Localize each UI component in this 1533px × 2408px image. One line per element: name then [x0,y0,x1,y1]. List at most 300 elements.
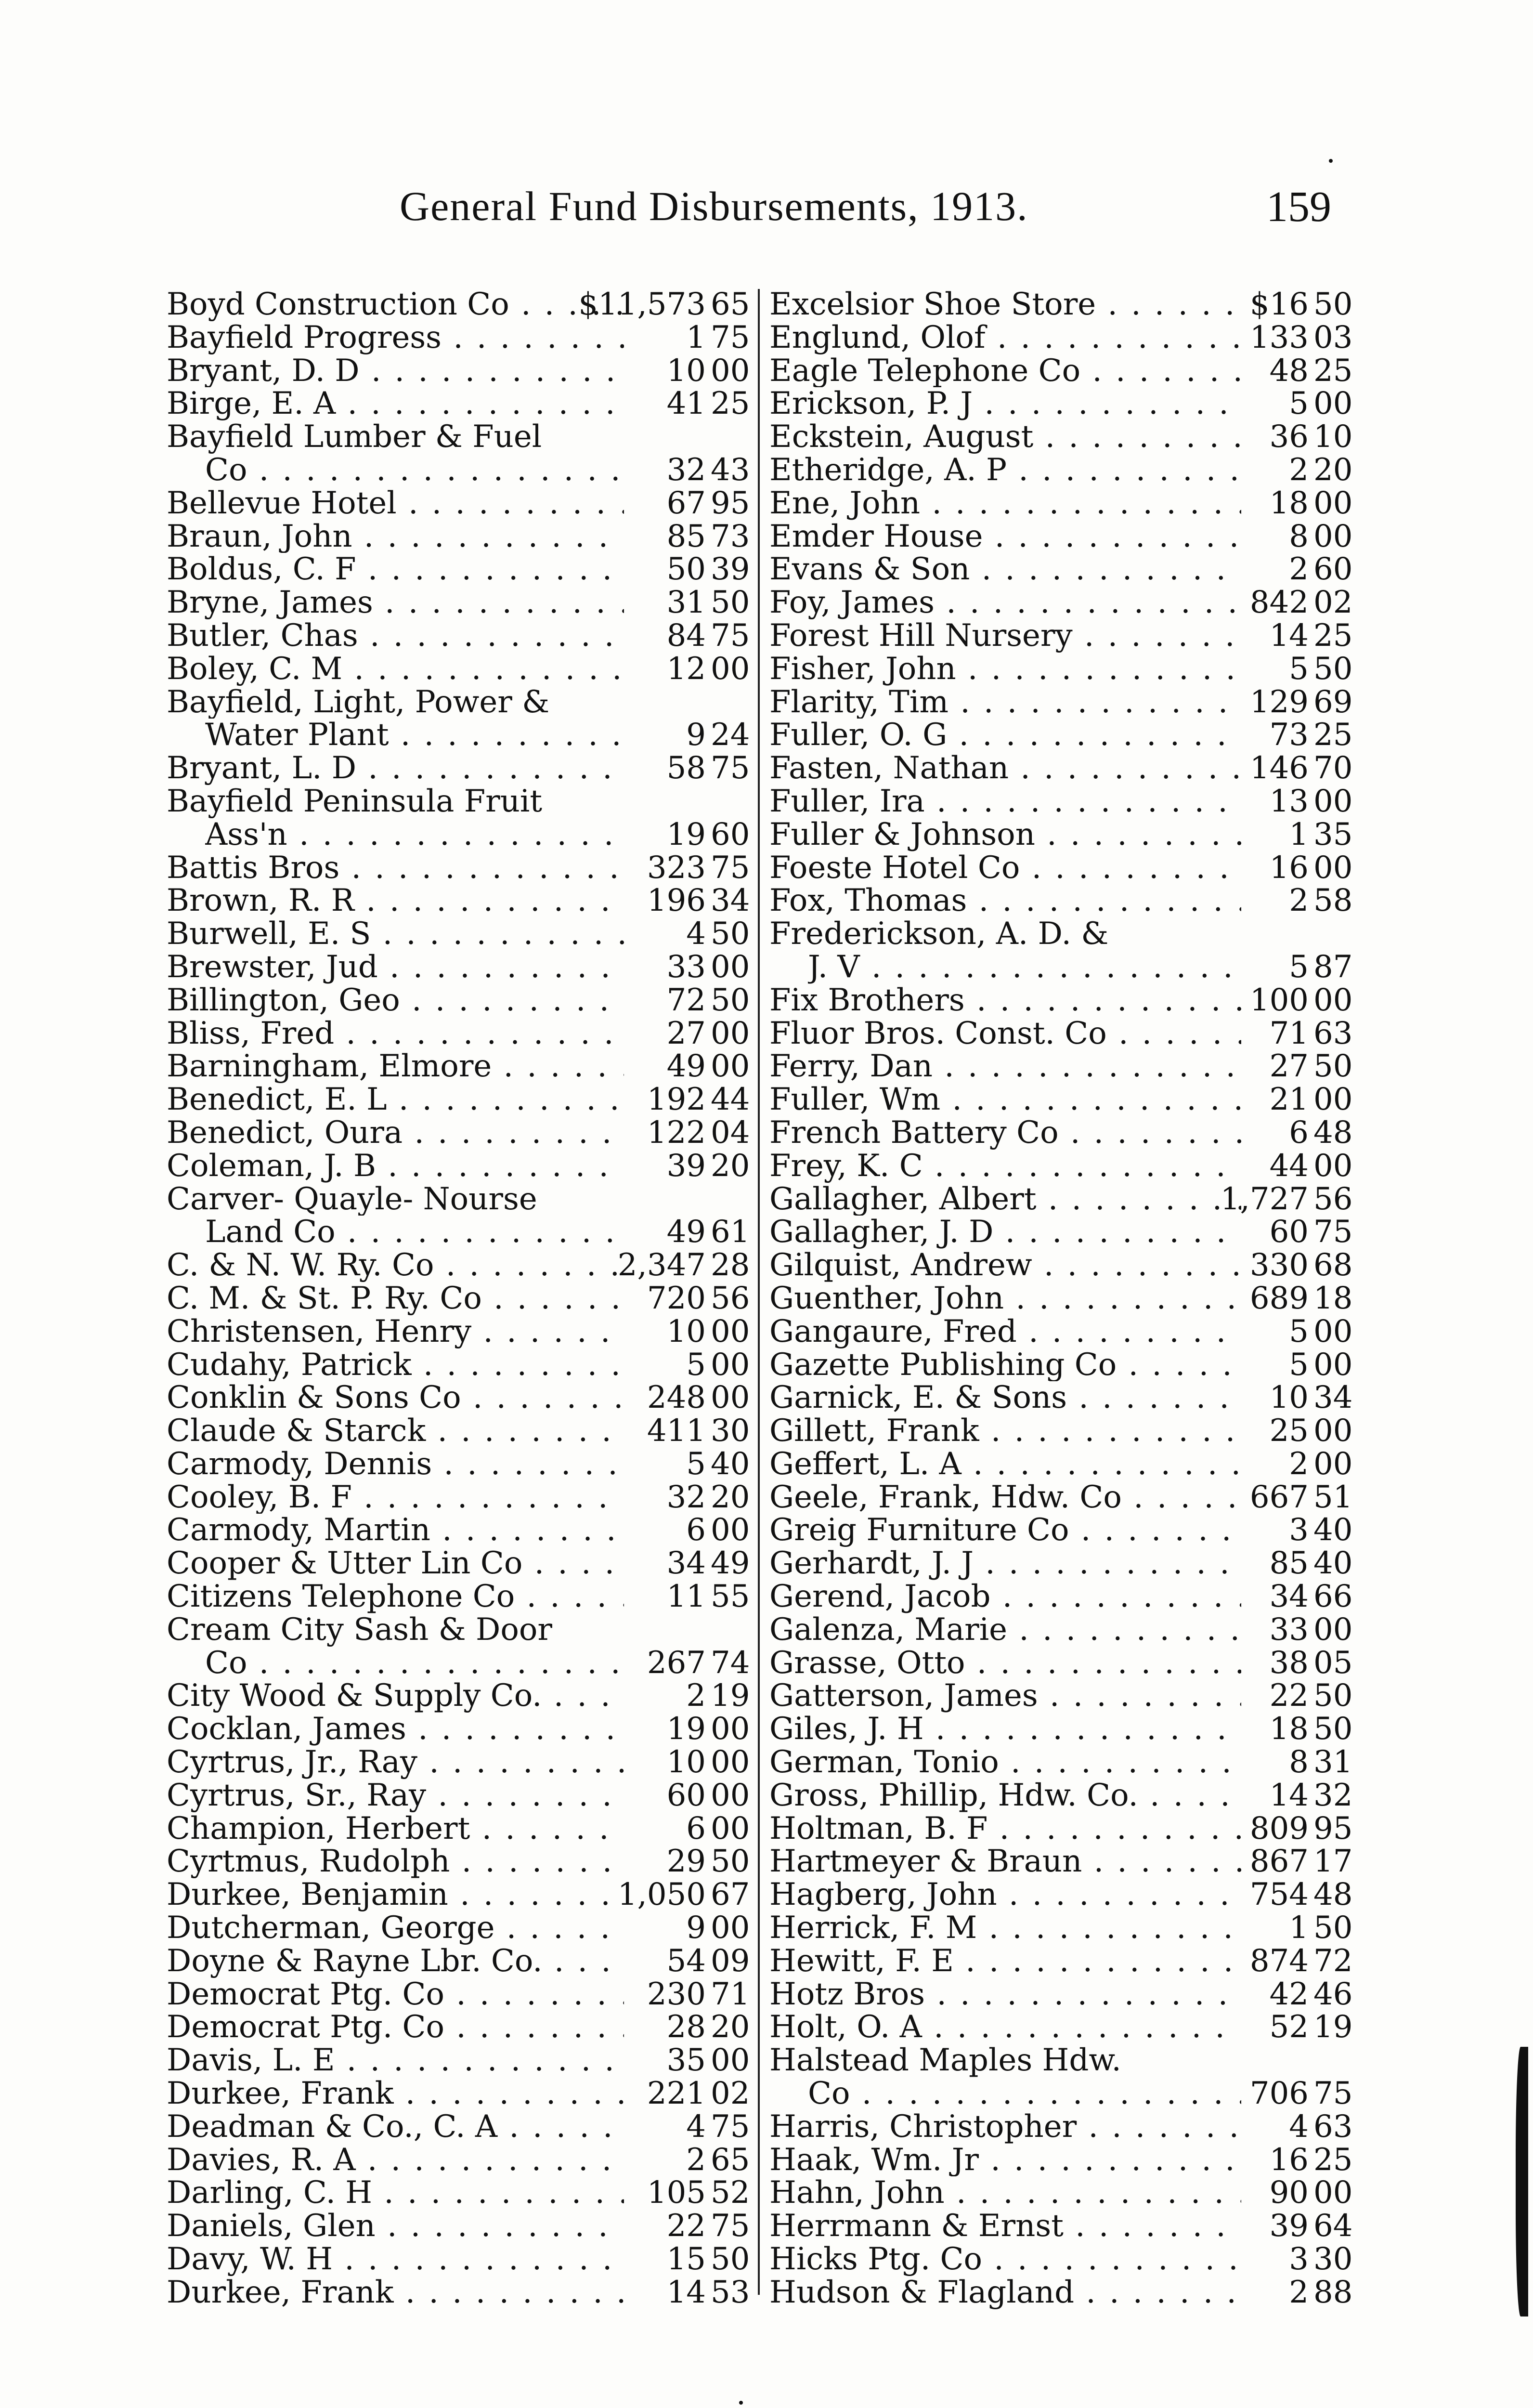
amount-dollars: 71 [1269,1015,1309,1051]
payee-name: Hewitt, F. E . . . [769,1945,1241,1978]
ledger-entry [769,1812,1366,1845]
amount-dollars: 2 [1289,2274,1309,2310]
amount-cents: 64 [1313,2208,1353,2244]
payee-name: Gallagher, Albert . . . [769,1183,1241,1216]
payee-name: Davies, R. A . . . [167,2144,624,2177]
amount-dollars: 3 [1289,2241,1309,2277]
amount-cents: 00 [1313,518,1353,554]
payee-name: Fix Brothers . . . [769,984,1241,1017]
amount-dollars: 842 [1249,585,1309,621]
ledger-entry [769,487,1366,520]
payee-name: Gazette Publishing Co . . . [769,1348,1241,1382]
ledger-entry [167,2210,749,2243]
amount-cents: 00 [711,2042,750,2079]
payee-name: Democrat Ptg. Co . . . [167,1978,624,2011]
amount-dollars: 6 [686,1810,706,1846]
payee-name: J. V . . . [808,951,1241,984]
ledger-entry [769,454,1366,487]
ledger-entry [167,387,749,420]
page-title: General Fund Disbursements, 1913. [400,183,1028,229]
ledger-entry [167,984,749,1017]
payee-name: Conklin & Sons Co . . . [167,1381,624,1414]
amount-dollars: 13 [1269,783,1309,819]
ledger-entry [769,917,1366,951]
payee-name: Bryant, D. D . . . [167,354,624,388]
ledger-entry [769,884,1366,917]
payee-name: Cyrtrus, Jr., Ray . . . [167,1746,624,1779]
amount-dollars: 720 [647,1280,706,1316]
amount-cents: 70 [1313,750,1353,786]
payee-name: Bayfield, Light, Power & [167,685,550,719]
amount-cents: 50 [1313,1711,1353,1747]
amount-cents: 56 [1313,1181,1353,1217]
ledger-entry [769,1945,1366,1978]
ledger-entry [769,984,1366,1017]
payee-name: Fuller, Wm . . . [769,1083,1241,1116]
payee-name: Gillett, Frank . . . [769,1414,1241,1448]
ledger-entry [769,1017,1366,1050]
payee-name: Daniels, Glen . . . [167,2210,624,2243]
amount-cents: 31 [1313,1744,1353,1780]
amount-cents: 20 [711,1479,750,1515]
amount-cents: 19 [1313,2009,1353,2045]
amount-dollars: 133 [1249,319,1309,355]
amount-dollars: 44 [1269,1148,1309,1184]
amount-cents: 44 [711,1082,750,1118]
ledger-entry [769,1547,1366,1580]
payee-name: Halstead Maples Hdw. [769,2044,1121,2078]
ledger-entry [167,1249,749,1282]
amount-dollars: 12 [666,651,706,687]
ledger-entry [769,785,1366,818]
ledger-entry [769,1050,1366,1083]
amount-cents: 03 [1313,319,1353,355]
payee-name: Holtman, B. F . . . [769,1812,1241,1845]
ledger-entry [167,851,749,885]
payee-name: Billington, Geo . . . [167,984,624,1017]
payee-name: Excelsior Shoe Store . . . [769,288,1241,321]
ledger-entry [167,1812,749,1845]
amount-dollars: 323 [647,850,706,886]
amount-dollars: 667 [1249,1479,1309,1515]
amount-cents: 30 [1313,2241,1353,2277]
ledger-entry [167,884,749,917]
amount-cents: 09 [711,1943,750,1979]
amount-cents: 05 [1313,1645,1353,1681]
amount-cents: 75 [1313,2076,1353,2112]
ledger-entry [769,1613,1366,1647]
amount-cents: 66 [1313,1579,1353,1615]
ledger-entry [769,2176,1366,2210]
amount-dollars: 73 [1269,717,1309,753]
amount-cents: 00 [711,651,750,687]
amount-dollars: 84 [666,617,706,654]
payee-name: Eckstein, August . . . [769,420,1241,454]
ledger-entry [769,1779,1366,1812]
payee-name: Herrick, F. M . . . [769,1911,1241,1945]
ledger-entry [769,354,1366,388]
ledger-entry [769,553,1366,586]
amount-cents: 58 [1313,883,1353,919]
left-disbursement-column [167,288,749,2309]
payee-name: Boyd Construction Co . . . [167,288,624,321]
payee-name: Emder House . . . [769,520,1241,553]
amount-dollars: 6 [1289,1114,1309,1151]
ledger-entry [167,1779,749,1812]
amount-dollars: 4 [686,2108,706,2145]
payee-name: Haak, Wm. Jr . . . [769,2144,1241,2177]
ledger-entry [769,2144,1366,2177]
ledger-entry [167,1978,749,2011]
amount-dollars: 221 [647,2076,706,2112]
amount-dollars: 34 [666,1545,706,1582]
amount-dollars: 16 [1269,850,1309,886]
column-divider [758,289,760,2295]
amount-dollars: 39 [1269,2208,1309,2244]
page-number: 159 [1266,183,1331,231]
amount-dollars: 105 [647,2175,706,2211]
payee-name: Carmody, Martin . . . [167,1514,624,1547]
amount-cents: 75 [1313,1214,1353,1250]
amount-dollars: 14 [1269,1777,1309,1813]
ledger-entry [167,1116,749,1150]
ledger-entry [769,653,1366,686]
amount-dollars: 8 [1289,518,1309,554]
ledger-entry [167,1315,749,1348]
payee-name: Frey, K. C . . . [769,1150,1241,1183]
ledger-entry [167,2044,749,2077]
ledger-entry [769,1911,1366,1945]
amount-dollars: 18 [1269,1711,1309,1747]
payee-name: Greig Furniture Co . . . [769,1514,1241,1547]
amount-cents: 00 [711,1744,750,1780]
amount-dollars: 36 [1269,419,1309,455]
amount-dollars: 411 [647,1413,706,1449]
ledger-entry [167,1381,749,1414]
ledger-entry [167,785,749,818]
amount-dollars: 10 [666,1744,706,1780]
amount-cents: 55 [711,1579,750,1615]
ledger-entry [769,686,1366,719]
right-disbursement-column [769,288,1366,2309]
amount-cents: 50 [1313,1048,1353,1085]
amount-dollars: 18 [1269,485,1309,521]
amount-dollars: 146 [1249,750,1309,786]
amount-dollars: 5 [686,1446,706,1482]
amount-cents: 25 [1313,2142,1353,2178]
payee-name: Benedict, E. L . . . [167,1083,624,1116]
ledger-entry [167,1945,749,1978]
amount-dollars: 867 [1249,1844,1309,1880]
payee-name: Braun, John . . . [167,520,624,553]
ledger-entry [167,1050,749,1083]
amount-cents: 53 [711,2274,750,2310]
payee-name: Fuller & Johnson . . . [769,818,1241,851]
ledger-entry [769,1978,1366,2011]
amount-cents: 40 [1313,1512,1353,1548]
payee-name: Hudson & Flagland . . . [769,2276,1241,2309]
ledger-entry [167,586,749,619]
ledger-entry [769,818,1366,851]
amount-dollars: 85 [666,518,706,554]
payee-name: C. M. & St. P. Ry. Co . . . [167,1282,624,1315]
amount-dollars: 14 [1269,617,1309,654]
amount-dollars: $11,573 [578,287,706,322]
ledger-entry [167,1216,749,1249]
payee-name: Brown, R. R . . . [167,884,624,917]
ledger-entry [167,686,749,719]
amount-cents: 60 [711,816,750,852]
payee-name: Gallagher, J. D . . . [769,1216,1241,1249]
ledger-entry [769,1083,1366,1116]
amount-dollars: $16 [1249,287,1309,322]
payee-name: Cooper & Utter Lin Co . . . [167,1547,624,1580]
payee-name: Brewster, Jud . . . [167,951,624,984]
amount-cents: 88 [1313,2274,1353,2310]
amount-dollars: 10 [666,1313,706,1349]
ledger-entry [769,2243,1366,2276]
amount-cents: 50 [711,1844,750,1880]
payee-name: Co . . . [205,1647,624,1680]
payee-name: Hagberg, John . . . [769,1878,1241,1911]
ledger-entry [167,818,749,851]
payee-name: C. & N. W. Ry. Co . . . [167,1249,624,1282]
ledger-entry [167,2110,749,2144]
payee-name: Hahn, John . . . [769,2176,1241,2210]
amount-cents: 00 [1313,1347,1353,1383]
ledger-entry [769,1448,1366,1481]
amount-cents: 00 [711,1313,750,1349]
amount-dollars: 22 [666,2208,706,2244]
ledger-entry [769,1116,1366,1150]
ledger-entry [769,321,1366,354]
payee-name: Cyrtmus, Rudolph . . . [167,1845,624,1878]
amount-cents: 71 [711,1976,750,2012]
amount-dollars: 267 [647,1645,706,1681]
amount-dollars: 10 [666,353,706,389]
ledger-entry [167,1746,749,1779]
payee-name: Co . . . [205,454,624,487]
payee-name: Harris, Christopher . . . [769,2110,1241,2144]
amount-cents: 18 [1313,1280,1353,1316]
payee-name: Holt, O. A . . . [769,2011,1241,2044]
payee-name: Bryant, L. D . . . [167,752,624,785]
payee-name: Butler, Chas . . . [167,619,624,653]
ledger-entry [167,1414,749,1448]
payee-name: Boley, C. M . . . [167,653,624,686]
amount-dollars: 14 [666,2274,706,2310]
payee-name: Battis Bros . . . [167,851,624,885]
ledger-entry [167,619,749,653]
amount-cents: 00 [711,1015,750,1051]
scan-edge-mark [1516,2047,1528,2316]
amount-cents: 50 [1313,1910,1353,1946]
amount-dollars: 31 [666,585,706,621]
ledger-entry [167,1713,749,1746]
amount-cents: 00 [711,1711,750,1747]
payee-name: Fasten, Nathan . . . [769,752,1241,785]
amount-cents: 63 [1313,1015,1353,1051]
amount-dollars: 60 [666,1777,706,1813]
amount-cents: 04 [711,1114,750,1151]
ledger-entry [167,2144,749,2177]
ledger-entry [167,553,749,586]
amount-dollars: 809 [1249,1810,1309,1846]
amount-cents: 75 [711,750,750,786]
amount-dollars: 706 [1249,2076,1309,2112]
amount-cents: 30 [711,1413,750,1449]
amount-dollars: 5 [1289,1347,1309,1383]
payee-name: Guenther, John . . . [769,1282,1241,1315]
payee-name: Erickson, P. J . . . [769,387,1241,420]
amount-dollars: 230 [647,1976,706,2012]
amount-dollars: 25 [1269,1413,1309,1449]
payee-name: Eagle Telephone Co . . . [769,354,1241,388]
ledger-entry [769,1414,1366,1448]
amount-cents: 68 [1313,1247,1353,1283]
ledger-entry [167,917,749,951]
amount-cents: 46 [1313,1976,1353,2012]
amount-dollars: 72 [666,982,706,1018]
payee-name: Foy, James . . . [769,586,1241,619]
payee-name: Fluor Bros. Const. Co . . . [769,1017,1241,1050]
amount-dollars: 21 [1269,1082,1309,1118]
ledger-entry [769,719,1366,752]
ledger-entry [769,1580,1366,1613]
amount-cents: 00 [1313,1446,1353,1482]
amount-dollars: 29 [666,1844,706,1880]
amount-cents: 19 [711,1678,750,1714]
payee-name: Hartmeyer & Braun . . . [769,1845,1241,1878]
payee-name: Cream City Sash & Door [167,1613,552,1647]
amount-cents: 00 [1313,783,1353,819]
amount-dollars: 90 [1269,2175,1309,2211]
payee-name: Geffert, L. A . . . [769,1448,1241,1481]
amount-cents: 95 [1313,1810,1353,1846]
payee-name: Herrmann & Ernst . . . [769,2210,1241,2243]
ledger-entry [167,2011,749,2044]
ledger-entry [769,586,1366,619]
amount-cents: 39 [711,551,750,588]
ledger-entry [167,1183,749,1216]
amount-dollars: 33 [1269,1611,1309,1648]
ledger-entry [167,1150,749,1183]
payee-name: City Wood & Supply Co. . . . [167,1679,624,1713]
amount-cents: 00 [711,1910,750,1946]
ledger-entry [769,1647,1366,1680]
payee-name: Cocklan, James . . . [167,1713,624,1746]
payee-name: Durkee, Frank . . . [167,2077,624,2110]
ledger-entry [769,1713,1366,1746]
ledger-entry [769,2210,1366,2243]
amount-cents: 02 [711,2076,750,2112]
amount-dollars: 42 [1269,1976,1309,2012]
payee-name: Co . . . [808,2077,1241,2110]
amount-dollars: 32 [666,1479,706,1515]
ledger-entry [769,288,1366,321]
amount-dollars: 15 [666,2241,706,2277]
payee-name: Etheridge, A. P . . . [769,454,1241,487]
amount-cents: 63 [1313,2108,1353,2145]
amount-dollars: 49 [666,1214,706,1250]
amount-dollars: 5 [1289,386,1309,422]
amount-cents: 25 [711,386,750,422]
amount-cents: 50 [711,916,750,952]
amount-cents: 00 [711,1048,750,1085]
amount-dollars: 248 [647,1380,706,1416]
amount-dollars: 27 [666,1015,706,1051]
ledger-entry [769,2077,1366,2110]
payee-name: Cyrtrus, Sr., Ray . . . [167,1779,624,1812]
payee-name: Water Plant . . . [205,719,624,752]
amount-dollars: 19 [666,816,706,852]
amount-dollars: 2 [1289,452,1309,488]
ledger-entry [769,2011,1366,2044]
payee-name: Foeste Hotel Co . . . [769,851,1241,885]
amount-dollars: 129 [1249,684,1309,720]
amount-cents: 25 [1313,617,1353,654]
payee-name: Ass'n . . . [205,818,624,851]
amount-dollars: 52 [1269,2009,1309,2045]
amount-cents: 20 [711,1148,750,1184]
ledger-entry [167,487,749,520]
amount-cents: 50 [1313,1678,1353,1714]
ledger-entry [769,1249,1366,1282]
ledger-entry [167,1679,749,1713]
ledger-entry [769,1216,1366,1249]
amount-dollars: 35 [666,2042,706,2079]
payee-name: Evans & Son . . . [769,553,1241,586]
ledger-entry [769,1315,1366,1348]
payee-name: Dutcherman, George . . . [167,1911,624,1945]
amount-dollars: 689 [1249,1280,1309,1316]
amount-cents: 73 [711,518,750,554]
payee-name: Davy, W. H . . . [167,2243,624,2276]
payee-name: Ferry, Dan . . . [769,1050,1241,1083]
amount-dollars: 5 [1289,651,1309,687]
amount-dollars: 50 [666,551,706,588]
ledger-entry [167,1613,749,1647]
amount-cents: 51 [1313,1479,1353,1515]
amount-cents: 56 [711,1280,750,1316]
amount-cents: 20 [1313,452,1353,488]
amount-dollars: 19 [666,1711,706,1747]
amount-cents: 32 [1313,1777,1353,1813]
ledger-entry [769,1481,1366,1514]
amount-dollars: 5 [1289,1313,1309,1349]
ledger-entry [769,2044,1366,2077]
amount-cents: 00 [711,1380,750,1416]
payee-name: Davis, L. E . . . [167,2044,624,2077]
ledger-entry [167,1282,749,1315]
ledger-entry [167,752,749,785]
ledger-entry [167,1845,749,1878]
amount-cents: 95 [711,485,750,521]
amount-dollars: 48 [1269,353,1309,389]
amount-dollars: 1 [1289,1910,1309,1946]
ledger-entry [769,1183,1366,1216]
amount-cents: 00 [1313,1413,1353,1449]
amount-dollars: 4 [686,916,706,952]
ledger-entry [769,1150,1366,1183]
amount-cents: 00 [711,1347,750,1383]
ledger-entry [167,1083,749,1116]
scan-speck [739,2401,743,2405]
payee-name: Barningham, Elmore . . . [167,1050,624,1083]
amount-dollars: 54 [666,1943,706,1979]
amount-dollars: 1 [1289,816,1309,852]
amount-dollars: 5 [1289,949,1309,985]
